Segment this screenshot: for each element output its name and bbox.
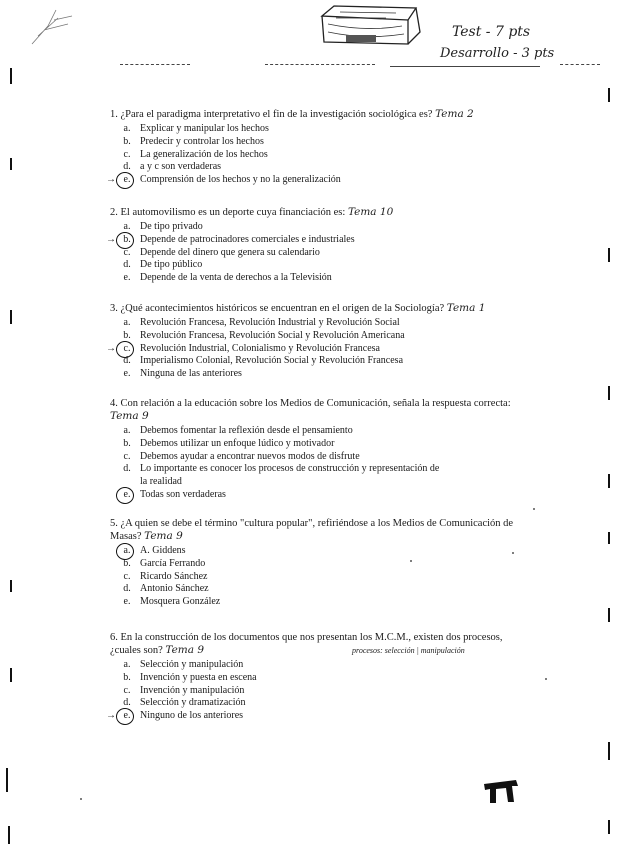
scribble-icon <box>28 6 78 48</box>
option-letter: d. <box>123 583 131 595</box>
options-list <box>110 425 530 502</box>
question-number: 3. <box>110 303 118 314</box>
option-text: Debemos fomentar la reflexión desde el pensamiento <box>140 425 353 436</box>
option-letter: c. <box>123 342 131 354</box>
option-c-selected[interactable] <box>106 342 530 356</box>
margin-mark <box>608 248 610 262</box>
option-d[interactable] <box>110 161 530 174</box>
side-note: procesos: selección | manipulación <box>352 646 465 655</box>
option-a[interactable] <box>110 221 530 234</box>
options-list <box>106 123 530 187</box>
option-letter: c. <box>123 148 131 160</box>
option-a[interactable] <box>110 659 530 672</box>
question-number: 6. <box>110 632 118 643</box>
score-test-note: Test - 7 pts <box>452 24 531 40</box>
option-c[interactable] <box>110 571 530 584</box>
margin-mark <box>10 668 12 682</box>
option-letter: a. <box>123 425 131 436</box>
question-text: El automovilismo es un deporte cuya financiación es: <box>120 207 346 218</box>
option-e[interactable] <box>110 272 530 285</box>
margin-mark <box>608 474 610 488</box>
question-6-stem <box>110 632 530 657</box>
option-b[interactable] <box>110 330 530 343</box>
arrow-mark-icon: → <box>106 174 116 186</box>
arrow-mark-icon: → <box>106 233 116 245</box>
question-2-stem <box>110 206 530 219</box>
question-text: ¿A quien se debe el término "cultura popular", refiriéndose a los Medios de Comunicación de Masas? <box>110 518 514 542</box>
question-text: ¿Para el paradigma interpretativo el fin de la investigación sociológica es? <box>120 109 433 120</box>
option-letter: b. <box>123 329 131 341</box>
option-letter: e. <box>123 488 131 500</box>
margin-mark <box>608 742 610 760</box>
option-letter: e. <box>123 174 131 186</box>
question-1 <box>106 108 530 187</box>
option-text: Depende de la venta de derechos a la Televisión <box>140 272 332 284</box>
option-d[interactable] <box>110 259 530 272</box>
question-3 <box>106 302 530 381</box>
option-text: Explicar y manipular los hechos <box>140 123 269 134</box>
question-number: 5. <box>110 518 118 529</box>
question-5-stem <box>110 518 530 543</box>
arrow-mark-icon: → <box>106 710 116 722</box>
option-text: Ricardo Sánchez <box>140 570 208 582</box>
question-text: Con relación a la educación sobre los Medios de Comunicación, señala la respuesta correcta: <box>120 398 511 409</box>
margin-mark <box>608 386 610 400</box>
option-letter: b. <box>123 233 131 245</box>
question-text: ¿Qué acontecimientos históricos se encuentran en el origen de la Sociología? <box>120 303 445 314</box>
option-text: Imperialismo Colonial, Revolución Social y Revolución Francesa <box>140 355 404 367</box>
option-e[interactable] <box>110 368 530 381</box>
question-1-stem <box>110 108 530 121</box>
stamp-mark-icon <box>482 776 522 806</box>
option-e-selected[interactable] <box>110 489 530 502</box>
option-letter: c. <box>123 684 131 696</box>
question-5 <box>110 518 530 609</box>
margin-mark <box>608 88 610 102</box>
question-2 <box>106 206 530 285</box>
option-letter: a. <box>123 317 131 328</box>
option-text: Mosquera González <box>140 596 221 608</box>
question-number: 2. <box>110 207 118 218</box>
option-letter: c. <box>123 570 131 582</box>
question-number: 4. <box>110 398 118 409</box>
option-c[interactable] <box>110 247 530 260</box>
margin-mark <box>10 310 12 324</box>
topic-note: Tema 10 <box>347 206 394 218</box>
option-b[interactable] <box>110 672 530 685</box>
option-text: Invención y manipulación <box>140 684 245 696</box>
margin-mark <box>608 608 610 622</box>
option-letter: a. <box>123 659 131 670</box>
question-4-stem <box>110 398 530 423</box>
margin-mark <box>10 158 12 170</box>
option-a[interactable] <box>110 123 530 136</box>
option-text: Lo importante es conocer los procesos de construcción y representación de <box>140 463 440 475</box>
option-d-continued <box>110 476 530 489</box>
option-letter: c. <box>123 246 131 258</box>
option-text: a y c son verdaderas <box>140 161 222 173</box>
option-d[interactable] <box>110 697 530 710</box>
header-rule <box>430 66 540 67</box>
option-text: Todas son verdaderas <box>140 488 226 500</box>
option-letter: e. <box>123 596 131 608</box>
option-b[interactable] <box>110 136 530 149</box>
option-text: La generalización de los hechos <box>140 148 268 160</box>
option-b[interactable] <box>110 558 530 571</box>
topic-note: Tema 2 <box>435 108 474 120</box>
option-letter: d. <box>123 463 131 475</box>
option-letter: c. <box>123 450 131 462</box>
option-text: A. Giddens <box>140 545 186 556</box>
arrow-mark-icon: → <box>106 342 116 354</box>
margin-mark <box>10 68 12 84</box>
topic-note: Tema 1 <box>446 302 486 314</box>
option-a[interactable] <box>110 317 530 330</box>
topic-note: Tema 9 <box>144 530 183 542</box>
option-letter: a. <box>123 221 131 232</box>
margin-mark <box>6 768 8 792</box>
option-c[interactable] <box>110 451 530 464</box>
margin-mark <box>10 580 12 592</box>
option-e-selected[interactable] <box>106 174 530 187</box>
option-e-selected[interactable] <box>106 710 530 723</box>
option-b[interactable] <box>110 438 530 451</box>
option-text: Revolución Industrial, Colonialismo y Revolución Francesa <box>140 342 380 354</box>
option-text: Predecir y controlar los hechos <box>140 135 264 147</box>
question-number: 1. <box>110 109 118 120</box>
option-c[interactable] <box>110 149 530 162</box>
options-list <box>106 221 530 285</box>
option-letter: d. <box>123 697 131 709</box>
option-a[interactable] <box>110 425 530 438</box>
speck <box>533 508 535 510</box>
option-letter: e. <box>123 710 131 722</box>
option-letter: e. <box>123 272 131 284</box>
header-rule <box>390 66 430 67</box>
option-text: Ninguna de las anteriores <box>140 368 242 380</box>
option-letter: b. <box>123 557 131 569</box>
option-text: Invención y puesta en escena <box>140 671 257 683</box>
question-text: En la construcción de los documentos que nos presentan los M.C.M., existen dos procesos, ¿cuales son? <box>110 632 503 656</box>
margin-mark <box>608 820 610 834</box>
option-letter: e. <box>123 368 131 380</box>
option-letter: a. <box>123 123 131 134</box>
speck <box>80 798 82 800</box>
option-b-selected[interactable] <box>106 233 530 247</box>
question-4 <box>110 398 530 502</box>
box-sketch-icon <box>316 2 426 50</box>
topic-note: Tema 9 <box>165 644 205 656</box>
option-text: De tipo público <box>140 259 203 271</box>
option-letter: d. <box>123 355 131 367</box>
option-letter: b. <box>123 437 131 449</box>
option-text: Ninguno de los anteriores <box>140 710 244 722</box>
speck <box>545 678 547 680</box>
option-text: Revolución Francesa, Revolución Industrial y Revolución Social <box>140 317 400 328</box>
margin-mark <box>608 532 610 544</box>
speck <box>410 560 412 562</box>
option-text: Comprensión de los hechos y no la generalización <box>140 174 341 186</box>
option-text: Revolución Francesa, Revolución Social y Revolución Americana <box>140 329 405 341</box>
option-text: Depende del dinero que genera su calendario <box>140 246 320 258</box>
option-d[interactable] <box>110 583 530 596</box>
option-letter: d. <box>123 259 131 271</box>
option-d[interactable] <box>110 355 530 368</box>
topic-note: Tema 9 <box>110 410 149 422</box>
option-text: Selección y manipulación <box>140 659 244 670</box>
option-a-selected[interactable] <box>110 545 530 558</box>
option-d[interactable] <box>110 463 530 476</box>
options-list <box>110 545 530 609</box>
option-letter: d. <box>123 161 131 173</box>
question-3-stem <box>110 302 530 315</box>
header-rule <box>120 64 190 65</box>
option-text: la realidad <box>140 476 182 488</box>
option-e[interactable] <box>110 596 530 609</box>
speck <box>512 552 514 554</box>
option-text: Debemos utilizar un enfoque lúdico y motivador <box>140 437 335 449</box>
options-list <box>106 659 530 723</box>
option-text: Depende de patrocinadores comerciales e industriales <box>140 233 355 245</box>
margin-mark <box>8 826 10 844</box>
score-develop-note: Desarrollo - 3 pts <box>440 46 555 61</box>
option-text: García Ferrando <box>140 557 206 569</box>
option-c[interactable] <box>110 685 530 698</box>
option-text: Antonio Sánchez <box>140 583 209 595</box>
option-text: Debemos ayudar a encontrar nuevos modos de disfrute <box>140 450 360 462</box>
header-rule <box>265 64 375 65</box>
option-letter: b. <box>123 671 131 683</box>
question-6 <box>106 632 530 723</box>
option-text: De tipo privado <box>140 221 203 232</box>
option-letter: b. <box>123 135 131 147</box>
option-text: Selección y dramatización <box>140 697 246 709</box>
header-rule <box>560 64 600 65</box>
options-list <box>106 317 530 381</box>
option-letter: a. <box>123 545 131 556</box>
